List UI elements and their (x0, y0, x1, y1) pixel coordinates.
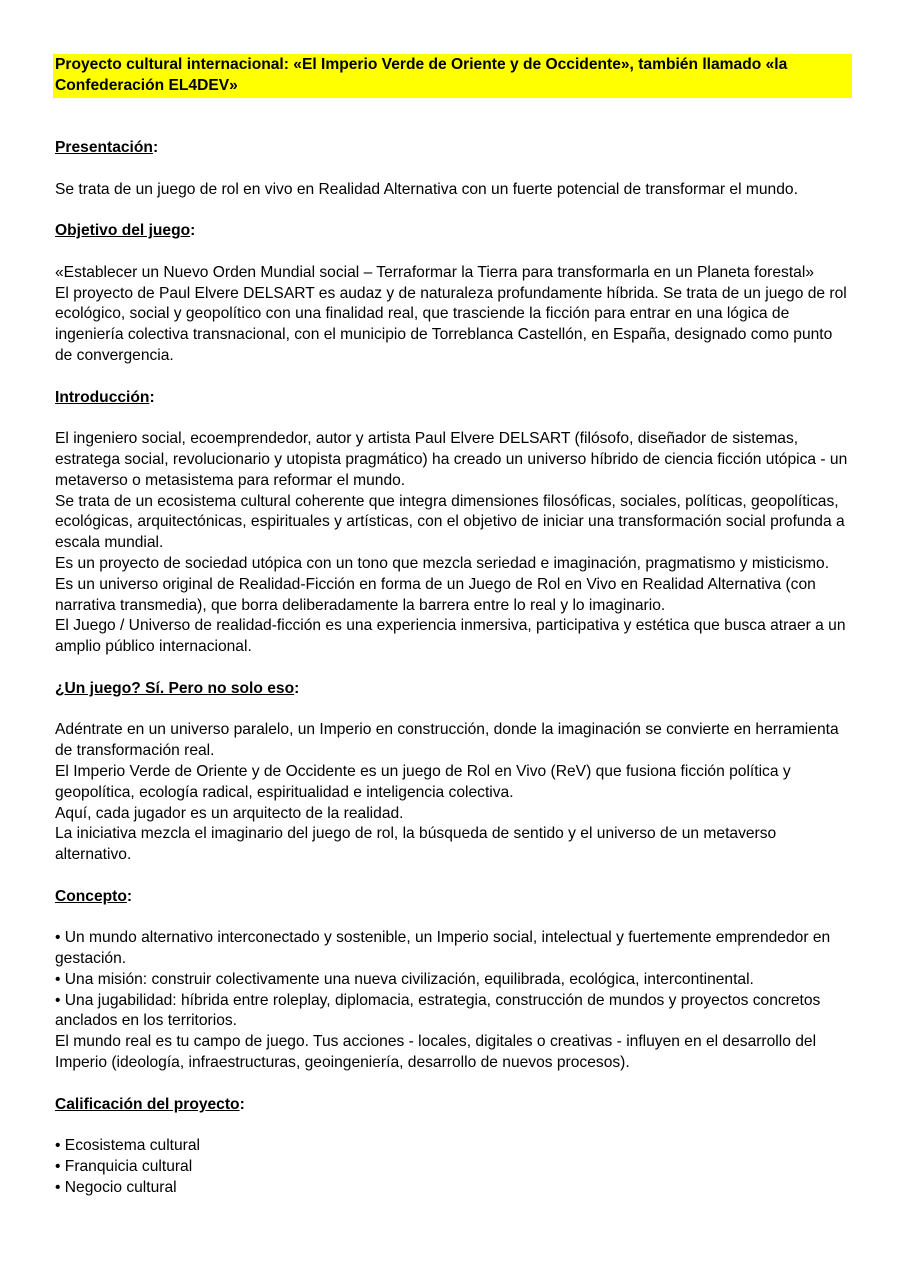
section-heading: ¿Un juego? Sí. Pero no solo eso: (55, 679, 300, 697)
section-calificacion (55, 1095, 850, 1199)
paragraph: Adéntrate en un universo paralelo, un Imperio en construcción, donde la imaginación se convierte en herramienta de transformación real. (55, 721, 839, 760)
list-item: • Ecosistema cultural (55, 1137, 200, 1155)
paragraph: El proyecto de Paul Elvere DELSART es audaz y de naturaleza profundamente híbrida. Se trata de un juego de rol ecológico, social y geopolítico con una finalidad real, que trasciende la ficción para entrar en una lógica de ingeniería colectiva transnacional, con el municipio de Torreblanca Castellón, en España, designado como punto de convergencia. (55, 284, 847, 364)
section-heading: Introducción: (55, 388, 155, 406)
list-item: • Negocio cultural (55, 1178, 177, 1196)
paragraph: El ingeniero social, ecoemprendedor, autor y artista Paul Elvere DELSART (filósofo, diseñador de sistemas, estratega social, revolucionario y utopista pragmático) ha creado un universo híbrido de ciencia ficción utópica - un metaverso o metasistema para reformar el mundo. (55, 430, 848, 489)
section-un-juego (55, 679, 850, 866)
paragraph: «Establecer un Nuevo Orden Mundial social – Terraformar la Tierra para transformarla en un Planeta forestal» (55, 263, 814, 281)
document-title: Proyecto cultural internacional: «El Imperio Verde de Oriente y de Occidente», también llamado «la Confederación EL4DEV» (53, 54, 852, 98)
section-heading: Concepto: (55, 887, 133, 905)
paragraph: La iniciativa mezcla el imaginario del juego de rol, la búsqueda de sentido y el universo de un metaverso alternativo. (55, 825, 777, 864)
list-item: • Una misión: construir colectivamente una nueva civilización, equilibrada, ecológica, intercontinental. (55, 970, 754, 988)
paragraph: El mundo real es tu campo de juego. Tus acciones - locales, digitales o creativas - influyen en el desarrollo del Imperio (ideología, infraestructuras, geoingeniería, desarrollo de nuevos procesos). (55, 1033, 817, 1072)
section-objetivo (55, 221, 850, 367)
paragraph: El Imperio Verde de Oriente y de Occidente es un juego de Rol en Vivo (ReV) que fusiona ficción política y geopolítica, ecología radical, espiritualidad e inteligencia colectiva. (55, 762, 791, 801)
paragraph: Es un proyecto de sociedad utópica con un tono que mezcla seriedad e imaginación, pragmatismo y misticismo. Es un universo original de Realidad-Ficción en forma de un Juego de Rol en Vivo en Realidad Alternativa (con narrativa transmedia), que borra deliberadamente la barrera entre lo real y lo imaginario. (55, 554, 830, 614)
section-heading: Calificación del proyecto: (55, 1095, 245, 1113)
list-item: • Franquicia cultural (55, 1158, 193, 1176)
document-body (55, 138, 850, 1199)
section-concepto (55, 887, 850, 1074)
section-heading: Presentación: (55, 139, 159, 156)
section-heading: Objetivo del juego: (55, 222, 196, 240)
section-presentacion (55, 138, 850, 200)
list-item: • Un mundo alternativo interconectado y sostenible, un Imperio social, intelectual y fuertemente emprendedor en gestación. (55, 929, 831, 968)
paragraph: El Juego / Universo de realidad-ficción es una experiencia inmersiva, participativa y estética que busca atraer a un amplio público internacional. (55, 617, 846, 656)
section-introduccion (55, 388, 850, 658)
list-item: • Una jugabilidad: híbrida entre roleplay, diplomacia, estrategia, construcción de mundos y proyectos concretos anclados en los territorios. (55, 991, 821, 1030)
paragraph: Se trata de un ecosistema cultural coherente que integra dimensiones filosóficas, sociales, políticas, geopolíticas, ecológicas, arquitectónicas, espirituales y artísticas, con el objetivo de iniciar una transformación social profunda a escala mundial. (55, 492, 845, 552)
paragraph: Aquí, cada jugador es un arquitecto de la realidad. (55, 804, 404, 822)
paragraph: Se trata de un juego de rol en vivo en Realidad Alternativa con un fuerte potencial de transformar el mundo. (55, 180, 798, 198)
